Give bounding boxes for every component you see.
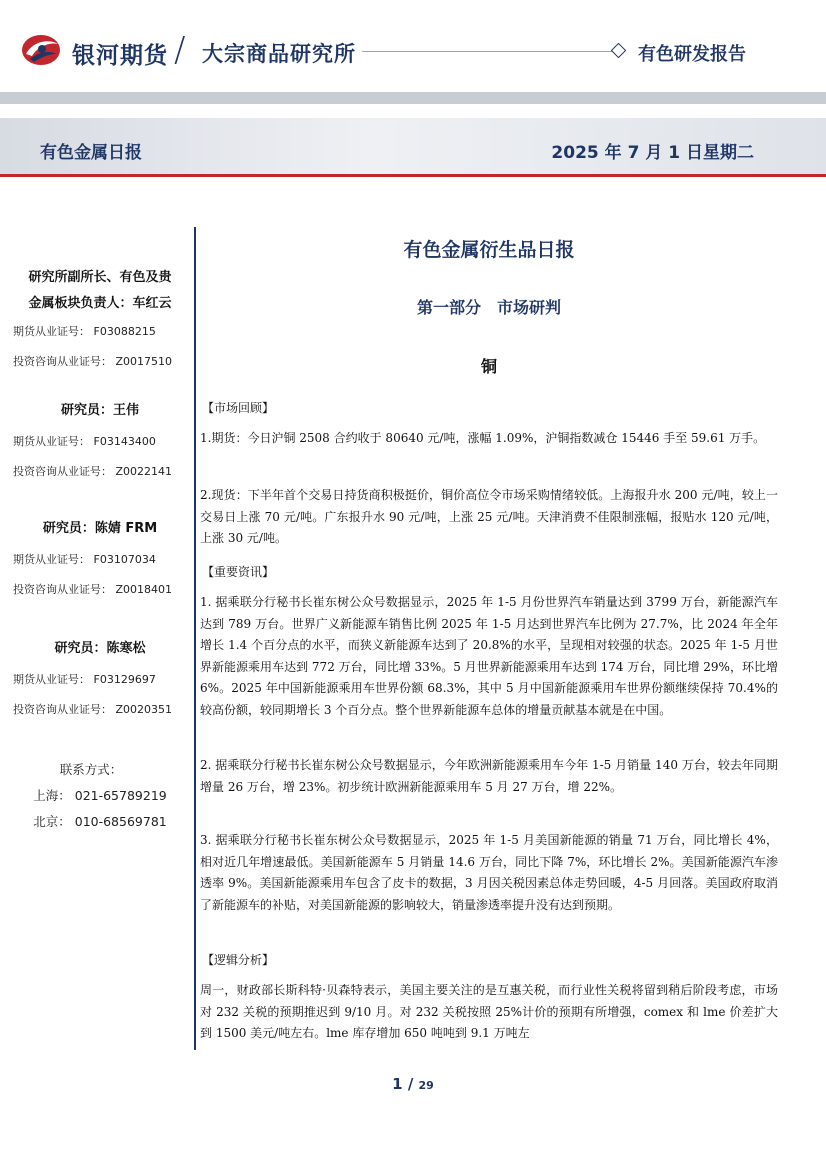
contact-block bbox=[10, 757, 190, 835]
contact-beijing: 北京： 010-68569781 bbox=[33, 814, 167, 829]
metal-title: 铜 bbox=[480, 357, 497, 376]
part-title: 第一部分 市场研判 bbox=[416, 298, 561, 317]
institute-name: 大宗商品研究所 bbox=[202, 42, 356, 66]
analyst-block bbox=[10, 265, 190, 371]
advisory-license: 投资咨询从业证号： Z0017510 bbox=[13, 355, 173, 368]
review-spot: 2.现货：下半年首个交易日持货商积极挺价，铜价高位令市场采购情绪较低。上海报升水 200 元/吨，较上一交易日上涨 70 元/吨。广东报升水 90 元/吨，上涨 25 元/吨。天津消费不佳限制涨幅，报贴水 120 元/吨，上涨 30 元/吨。 bbox=[200, 488, 778, 545]
futures-license: 期货从业证号： F03107034 bbox=[13, 553, 156, 566]
report-date: 2025 年 7 月 1 日星期二 bbox=[551, 143, 754, 163]
analyst-title: 研究所副所长、有色及贵 bbox=[28, 270, 172, 285]
contact-shanghai: 上海： 021-65789219 bbox=[33, 788, 167, 803]
advisory-license: 投资咨询从业证号： Z0020351 bbox=[13, 703, 173, 716]
analyst-title: 研究员：陈婧 FRM bbox=[42, 521, 158, 536]
analyst-sidebar bbox=[10, 265, 190, 835]
analyst-block bbox=[10, 401, 190, 481]
section-news: 【重要资讯】 bbox=[202, 565, 275, 579]
logic-paragraph: 周一，财政部长斯科特·贝森特表示，美国主要关注的是互惠关税，而行业性关税将留到稍后阶段考虑，市场对 232 关税的预期推迟到 9/10 月。对 232 关税按照 25%计价的预期有所增强，comex 和 lme 价差扩大到 1500 美元/吨左右。lme 库存增加 650 吨吨到 9.1 万吨左 bbox=[200, 983, 778, 1040]
header-rule bbox=[362, 51, 618, 52]
document-title: 有色金属衍生品日报 bbox=[403, 239, 575, 261]
page-current: 1 bbox=[392, 1075, 403, 1093]
futures-license: 期货从业证号： F03088215 bbox=[13, 325, 156, 338]
analyst-block bbox=[10, 639, 190, 719]
news-item: 2. 据乘联分行秘书长崔东树公众号数据显示，今年欧洲新能源乘用车今年 1-5 月销量 140 万台，较去年同期增量 26 万台，增 23%。初步统计欧洲新能源乘用车 5 月 27 万台，增 22%。 bbox=[200, 758, 778, 794]
page-number bbox=[0, 1075, 826, 1093]
section-market-review: 【市场回顾】 bbox=[202, 401, 275, 415]
header-band bbox=[0, 92, 826, 104]
analyst-block bbox=[10, 519, 190, 599]
page-header bbox=[0, 0, 826, 92]
galaxy-logo-icon bbox=[20, 32, 62, 68]
futures-license: 期货从业证号： F03129697 bbox=[13, 673, 156, 686]
diamond-icon bbox=[611, 43, 627, 59]
report-type: 有色研发报告 bbox=[638, 44, 746, 65]
advisory-license: 投资咨询从业证号： Z0018401 bbox=[13, 583, 173, 596]
news-item: 3. 据乘联分行秘书长崔东树公众号数据显示，2025 年 1-5 月美国新能源的销量 71 万台，同比增长 4%，相对近几年增速最低。美国新能源车 5 月销量 14.6 万台，同比下降 7%，环比增长 2%。美国新能源汽车渗透率 9%。美国新能源乘用车包含了皮卡的数据，3 月因关税因素总体走势回暖，4-5 月回落。美国政府取消了新能源车的补贴，对美国新能源的影响较大，销量渗透率提升没有达到预期。 bbox=[200, 833, 778, 912]
contact-label: 联系方式： bbox=[59, 762, 123, 777]
analyst-title: 研究员：陈寒松 bbox=[54, 641, 146, 656]
page-separator: / bbox=[402, 1075, 419, 1093]
analyst-title: 金属板块负责人：车红云 bbox=[28, 296, 172, 311]
analyst-title: 研究员：王伟 bbox=[60, 403, 139, 418]
page-total: 29 bbox=[418, 1079, 434, 1092]
section-logic: 【逻辑分析】 bbox=[202, 953, 275, 967]
futures-license: 期货从业证号： F03143400 bbox=[13, 435, 156, 448]
title-band-rule bbox=[0, 174, 826, 177]
news-item: 1. 据乘联分行秘书长崔东树公众号数据显示，2025 年 1-5 月份世界汽车销量达到 3799 万台，新能源汽车达到 789 万台。世界广义新能源车销售比例 2025 年 1-5 月达到世界汽车比例为 27.7%，比 2024 年全年增长 1.4 个百分点的水平，而狭义新能源车达到了 20.8%的水平，呈现相对较强的状态。2025 年 1-5 月世界新能源乘用车达到 772 万台，同比增 33%。5 月世界新能源乘用车达到 174 万台，同比增 29%，环比增 6%。2025 年中国新能源乘用车世界份额 68.3%，其中 5 月中国新能源乘用车世界份额继续保持 70.4%的较高份额，较同期增长 3 个百分点。整个世界新能源车总体的增量贡献基本就是在中国。 bbox=[200, 595, 778, 717]
advisory-license: 投资咨询从业证号： Z0022141 bbox=[13, 465, 173, 478]
review-futures: 1.期货：今日沪铜 2508 合约收于 80640 元/吨，涨幅 1.09%，沪铜指数减仓 15446 手至 59.61 万手。 bbox=[200, 431, 766, 445]
sidebar-divider bbox=[194, 227, 196, 1050]
brand-name: 银河期货 bbox=[72, 43, 168, 69]
report-name: 有色金属日报 bbox=[40, 143, 142, 163]
brand-separator: / bbox=[174, 30, 186, 70]
